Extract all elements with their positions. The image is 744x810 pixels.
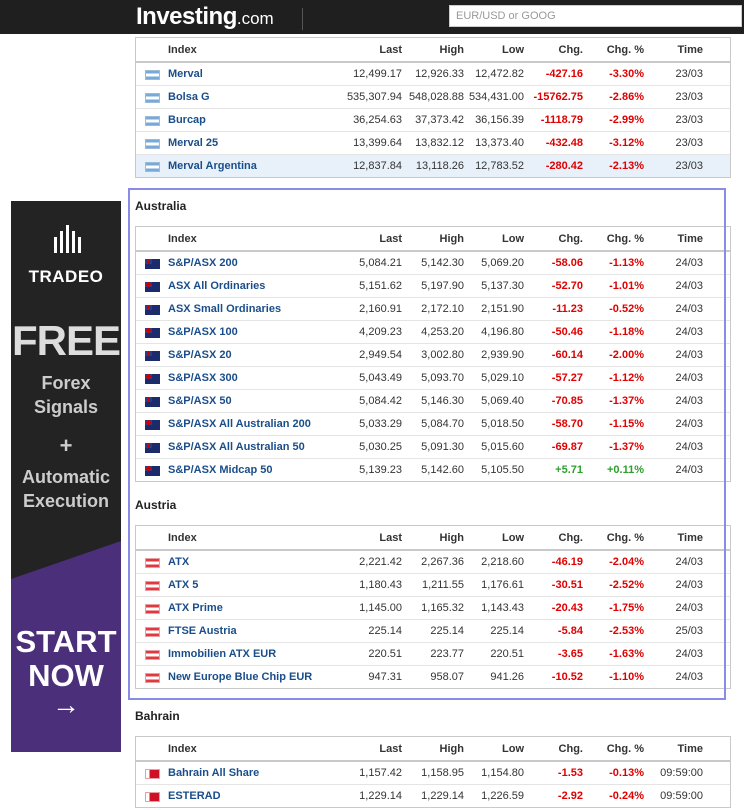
cell-time: 24/03 — [675, 257, 703, 269]
cell-time: 25/03 — [675, 625, 703, 637]
index-name-link[interactable]: ASX Small Ordinaries — [168, 303, 282, 315]
section-title-bahrain: Bahrain — [135, 709, 180, 723]
cell-time: 24/03 — [675, 441, 703, 453]
index-name-link[interactable]: Bahrain All Share — [168, 767, 260, 779]
column-header-index[interactable]: Index — [168, 44, 197, 56]
cell-high: 2,267.36 — [421, 556, 464, 568]
cell-chg-pct: -0.13% — [609, 767, 644, 779]
cell-time: 24/03 — [675, 671, 703, 683]
country-flag-icon — [145, 93, 160, 103]
index-name-link[interactable]: Immobilien ATX EUR — [168, 648, 277, 660]
index-name-link[interactable]: Burcap — [168, 114, 206, 126]
index-name-link[interactable]: S&P/ASX 300 — [168, 372, 238, 384]
index-name-link[interactable]: S&P/ASX 200 — [168, 257, 238, 269]
cell-chg: -3.65 — [557, 648, 583, 660]
cell-last: 2,160.91 — [359, 303, 402, 315]
cell-last: 12,837.84 — [353, 160, 402, 172]
cell-chg: -1118.79 — [540, 114, 583, 126]
cell-last: 5,151.62 — [359, 280, 402, 292]
column-header-last[interactable]: Last — [379, 233, 402, 245]
cell-high: 1,229.14 — [421, 790, 464, 802]
section-title-austria: Austria — [135, 498, 177, 512]
cell-chg: -70.85 — [551, 395, 583, 407]
cell-last: 1,229.14 — [359, 790, 402, 802]
column-header-time[interactable]: Time — [677, 743, 703, 755]
cell-chg: -11.23 — [552, 303, 583, 315]
cell-last: 947.31 — [368, 671, 402, 683]
column-header-low[interactable]: Low — [502, 532, 524, 544]
cell-chg: -52.70 — [551, 280, 583, 292]
table-header — [136, 38, 730, 63]
cell-chg-pct: -1.18% — [609, 326, 644, 338]
cell-high: 5,142.30 — [421, 257, 464, 269]
column-header-low[interactable]: Low — [502, 743, 524, 755]
cell-low: 5,069.20 — [481, 257, 524, 269]
cell-high: 958.07 — [430, 671, 464, 683]
ad-line: Execution — [22, 491, 110, 511]
cell-last: 36,254.63 — [353, 114, 402, 126]
cell-time: 24/03 — [675, 326, 703, 338]
cell-time: 23/03 — [675, 137, 703, 149]
cell-chg-pct: -2.04% — [609, 556, 644, 568]
ad-line: Forex — [41, 373, 91, 393]
cell-low: 13,373.40 — [475, 137, 524, 149]
ad-free-text: FREE — [11, 317, 120, 364]
cell-chg: -432.48 — [545, 137, 583, 149]
cell-high: 1,165.32 — [421, 602, 464, 614]
cell-chg: -5.84 — [557, 625, 583, 637]
cell-last: 5,033.29 — [359, 418, 402, 430]
column-header-chg[interactable]: Chg. — [558, 743, 583, 755]
cell-time: 24/03 — [675, 303, 703, 315]
column-header-chg[interactable]: Chg. — [558, 532, 583, 544]
selection-highlight-box — [128, 188, 726, 700]
cell-last: 1,145.00 — [359, 602, 402, 614]
index-name-link[interactable]: Merval — [168, 68, 203, 80]
cell-chg-pct: -0.24% — [609, 790, 644, 802]
cell-chg: -69.87 — [551, 441, 583, 453]
cell-chg: -280.42 — [545, 160, 583, 172]
country-flag-icon — [145, 769, 160, 779]
cell-low: 36,156.39 — [475, 114, 524, 126]
cell-low: 1,176.61 — [481, 579, 524, 591]
index-name-link[interactable]: S&P/ASX All Australian 50 — [168, 441, 305, 453]
cell-low: 941.26 — [490, 671, 524, 683]
cell-low: 5,137.30 — [481, 280, 524, 292]
cell-high: 13,832.12 — [415, 137, 464, 149]
logo-suffix: .com — [236, 9, 274, 28]
cell-chg: -20.43 — [551, 602, 583, 614]
column-header-chg-pct[interactable]: Chg. % — [606, 44, 644, 56]
table-row — [136, 785, 730, 807]
cell-last: 5,030.25 — [359, 441, 402, 453]
cell-high: 5,093.70 — [421, 372, 464, 384]
table-row — [136, 86, 730, 109]
table-row — [136, 63, 730, 86]
cell-high: 13,118.26 — [415, 160, 464, 172]
cell-low: 220.51 — [490, 648, 524, 660]
table-row — [136, 109, 730, 132]
cell-chg: -427.16 — [545, 68, 583, 80]
search-input[interactable]: EUR/USD or GOOG — [449, 5, 742, 27]
cell-time: 23/03 — [675, 160, 703, 172]
cell-high: 1,158.95 — [421, 767, 464, 779]
cell-low: 5,105.50 — [481, 464, 524, 476]
cell-chg: -15762.75 — [533, 91, 583, 103]
ad-start: START — [15, 624, 117, 659]
cell-last: 5,139.23 — [359, 464, 402, 476]
column-header-time[interactable]: Time — [677, 233, 703, 245]
cell-chg-pct: -1.15% — [609, 418, 644, 430]
cell-last: 220.51 — [368, 648, 402, 660]
cell-high: 5,146.30 — [421, 395, 464, 407]
column-header-index[interactable]: Index — [168, 532, 197, 544]
logo-wordmark: Investing — [136, 3, 237, 30]
cell-last: 1,180.43 — [359, 579, 402, 591]
cell-time: 23/03 — [675, 91, 703, 103]
column-header-index[interactable]: Index — [168, 743, 197, 755]
cell-low: 1,143.43 — [481, 602, 524, 614]
tradeo-logo-icon — [54, 223, 84, 253]
cell-low: 12,783.52 — [475, 160, 524, 172]
column-header-high[interactable]: High — [439, 44, 464, 56]
cell-chg: -50.46 — [551, 326, 583, 338]
ad-start-now-button[interactable] — [11, 625, 121, 693]
country-flag-icon — [145, 139, 160, 149]
top-navigation-bar — [0, 0, 744, 34]
cell-last: 2,221.42 — [359, 556, 402, 568]
ad-automatic-execution — [11, 465, 121, 513]
ad-line: Automatic — [21, 467, 110, 487]
column-header-last[interactable]: Last — [379, 743, 402, 755]
column-header-chg-pct[interactable]: Chg. % — [606, 532, 644, 544]
cell-time: 09:59:00 — [660, 790, 703, 802]
cell-time: 24/03 — [675, 280, 703, 292]
cell-high: 225.14 — [430, 625, 464, 637]
indices-table-bahrain — [135, 736, 731, 808]
cell-time: 24/03 — [675, 395, 703, 407]
cell-high: 12,926.33 — [415, 68, 464, 80]
country-flag-icon — [145, 162, 160, 172]
column-header-chg-pct[interactable]: Chg. % — [606, 233, 644, 245]
cell-chg-pct: -2.53% — [609, 625, 644, 637]
cell-chg-pct: +0.11% — [606, 464, 644, 476]
cell-low: 225.14 — [490, 625, 524, 637]
index-name-link[interactable]: FTSE Austria — [168, 625, 237, 637]
cell-low: 2,218.60 — [481, 556, 524, 568]
cell-low: 1,154.80 — [481, 767, 524, 779]
ad-line: Signals — [33, 397, 99, 417]
cell-chg-pct: -1.75% — [609, 602, 644, 614]
cell-chg-pct: -3.12% — [609, 137, 644, 149]
cell-high: 4,253.20 — [421, 326, 464, 338]
cell-chg: -46.19 — [551, 556, 583, 568]
ad-brand: TRADEO — [28, 267, 104, 286]
cell-low: 5,029.10 — [481, 372, 524, 384]
cell-chg: -58.70 — [551, 418, 583, 430]
cell-low: 4,196.80 — [481, 326, 524, 338]
cell-time: 24/03 — [675, 648, 703, 660]
table-row — [136, 132, 730, 155]
cell-chg-pct: -2.00% — [609, 349, 644, 361]
cell-time: 24/03 — [675, 602, 703, 614]
cell-chg-pct: -2.13% — [609, 160, 644, 172]
cell-high: 548,028.88 — [408, 91, 464, 103]
ad-forex-signals — [11, 371, 121, 419]
cell-last: 12,499.17 — [353, 68, 402, 80]
tradeo-ad-banner[interactable] — [11, 201, 121, 752]
cell-chg: -1.53 — [557, 767, 583, 779]
cell-low: 2,151.90 — [481, 303, 524, 315]
cell-last: 5,043.49 — [359, 372, 402, 384]
cell-last: 2,949.54 — [359, 349, 402, 361]
cell-chg-pct: -1.37% — [609, 441, 644, 453]
cell-high: 223.77 — [430, 648, 464, 660]
index-name-link[interactable]: S&P/ASX 20 — [168, 349, 232, 361]
index-name-link[interactable]: S&P/ASX Midcap 50 — [168, 464, 273, 476]
column-header-high[interactable]: High — [439, 233, 464, 245]
table-header — [136, 737, 730, 762]
investing-logo[interactable] — [136, 3, 274, 31]
cell-last: 1,157.42 — [359, 767, 402, 779]
section-title-australia: Australia — [135, 199, 187, 213]
cell-high: 3,002.80 — [421, 349, 464, 361]
cell-time: 23/03 — [675, 68, 703, 80]
cell-low: 12,472.82 — [475, 68, 524, 80]
table-row — [136, 155, 730, 177]
ad-plus: + — [59, 433, 73, 458]
cell-low: 5,015.60 — [481, 441, 524, 453]
cell-high: 37,373.42 — [415, 114, 464, 126]
cell-high: 5,197.90 — [421, 280, 464, 292]
index-name-link[interactable]: ATX 5 — [168, 579, 199, 591]
cell-chg: -57.27 — [551, 372, 583, 384]
column-header-time[interactable]: Time — [677, 532, 703, 544]
index-name-link[interactable]: New Europe Blue Chip EUR — [168, 671, 313, 683]
cell-chg-pct: -2.52% — [609, 579, 644, 591]
column-header-last[interactable]: Last — [379, 44, 402, 56]
column-header-chg[interactable]: Chg. — [558, 44, 583, 56]
cell-last: 225.14 — [368, 625, 402, 637]
cell-chg: -60.14 — [551, 349, 583, 361]
cell-time: 24/03 — [675, 372, 703, 384]
index-name-link[interactable]: Merval Argentina — [168, 160, 257, 172]
indices-table-argentina — [135, 37, 731, 178]
column-header-high[interactable]: High — [439, 532, 464, 544]
country-flag-icon — [145, 70, 160, 80]
logo-divider — [302, 8, 303, 30]
cell-low: 5,018.50 — [481, 418, 524, 430]
cell-last: 5,084.42 — [359, 395, 402, 407]
column-header-index[interactable]: Index — [168, 233, 197, 245]
cell-chg: -2.92 — [557, 790, 583, 802]
cell-time: 24/03 — [675, 349, 703, 361]
cell-chg-pct: -1.13% — [609, 257, 644, 269]
cell-high: 5,142.60 — [421, 464, 464, 476]
index-name-link[interactable]: ESTERAD — [168, 790, 221, 802]
index-name-link[interactable]: Merval 25 — [168, 137, 219, 149]
cell-chg-pct: -0.52% — [609, 303, 644, 315]
index-name-link[interactable]: ATX Prime — [168, 602, 223, 614]
cell-last: 13,399.64 — [353, 137, 402, 149]
cell-chg-pct: -1.10% — [609, 671, 644, 683]
cell-chg: +5.71 — [555, 464, 583, 476]
cell-chg-pct: -1.63% — [609, 648, 644, 660]
cell-chg: -58.06 — [551, 257, 583, 269]
cell-chg: -10.52 — [551, 671, 583, 683]
cell-chg-pct: -2.86% — [609, 91, 644, 103]
cell-time: 23/03 — [675, 114, 703, 126]
cell-low: 2,939.90 — [481, 349, 524, 361]
table-row — [136, 762, 730, 785]
index-name-link[interactable]: Bolsa G — [168, 91, 210, 103]
column-header-low[interactable]: Low — [502, 44, 524, 56]
cell-time: 24/03 — [675, 464, 703, 476]
cell-time: 09:59:00 — [660, 767, 703, 779]
cell-chg-pct: -1.12% — [609, 372, 644, 384]
index-name-link[interactable]: ASX All Ordinaries — [168, 280, 266, 292]
index-name-link[interactable]: S&P/ASX 100 — [168, 326, 238, 338]
arrow-right-icon: → — [52, 689, 80, 720]
column-header-low[interactable]: Low — [502, 233, 524, 245]
index-name-link[interactable]: S&P/ASX 50 — [168, 395, 232, 407]
column-header-time[interactable]: Time — [677, 44, 703, 56]
cell-low: 1,226.59 — [481, 790, 524, 802]
ad-now: NOW — [28, 658, 104, 693]
cell-high: 1,211.55 — [421, 579, 464, 591]
cell-last: 5,084.21 — [359, 257, 402, 269]
cell-high: 5,091.30 — [421, 441, 464, 453]
cell-last: 535,307.94 — [346, 91, 402, 103]
cell-high: 2,172.10 — [421, 303, 464, 315]
column-header-last[interactable]: Last — [379, 532, 402, 544]
cell-chg-pct: -2.99% — [609, 114, 644, 126]
cell-chg-pct: -3.30% — [609, 68, 644, 80]
country-flag-icon — [145, 792, 160, 802]
column-header-chg[interactable]: Chg. — [558, 233, 583, 245]
cell-chg-pct: -1.37% — [609, 395, 644, 407]
country-flag-icon — [145, 116, 160, 126]
cell-time: 24/03 — [675, 556, 703, 568]
cell-chg: -30.51 — [551, 579, 583, 591]
cell-low: 534,431.00 — [468, 91, 524, 103]
cell-time: 24/03 — [675, 579, 703, 591]
column-header-high[interactable]: High — [439, 743, 464, 755]
cell-high: 5,084.70 — [421, 418, 464, 430]
column-header-chg-pct[interactable]: Chg. % — [606, 743, 644, 755]
cell-last: 4,209.23 — [359, 326, 402, 338]
cell-time: 24/03 — [675, 418, 703, 430]
cell-chg-pct: -1.01% — [609, 280, 644, 292]
index-name-link[interactable]: S&P/ASX All Australian 200 — [168, 418, 311, 430]
cell-low: 5,069.40 — [481, 395, 524, 407]
index-name-link[interactable]: ATX — [168, 556, 190, 568]
